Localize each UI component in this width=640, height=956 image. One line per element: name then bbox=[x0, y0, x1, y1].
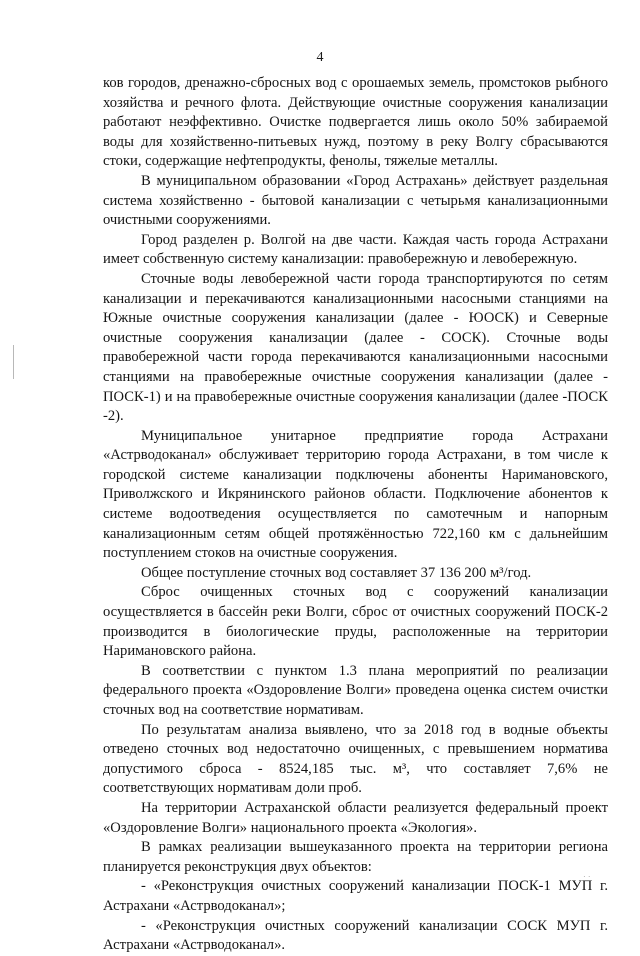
list-item-sosk: - «Реконструкция очистных сооружений канализации СОСК МУП г. Астрахани «Астрводоканал». bbox=[103, 917, 608, 954]
paragraph-left-bank-wastewater: Сточные воды левобережной части города транспортируются по сетям канализации и перекачиваются канализационными насосными станциями на Южные очистные сооружения канализации (далее - ЮОСК) и Северные очистные сооружения канализации (далее - СОСК). Сточные воды правобережной части города перекачиваются канализационными насосными станциями на правобережные очистные сооружения канализации (далее - ПОСК-1) и на правобережные очистные сооружения канализации (далее -ПОСК -2). bbox=[103, 270, 608, 425]
paragraph-sewage-intro: ков городов, дренажно-сбросных вод с орошаемых земель, промстоков рыбного хозяйства и речного флота. Действующие очистные сооружения канализации работают неэффективно. Очистке подвергается лишь около 50% забираемой воды для хозяйственно-питьевых нужд, поэтому в реку Волгу сбрасываются стоки, содержащие нефтепродукты, фенолы, тяжелые металлы. bbox=[103, 75, 608, 170]
paragraph-plan-assessment: В соответствии с пунктом 1.3 плана мероприятий по реализации федерального проекта «Оздоровление Волги» проведена оценка систем очистки сточных вод на соответствие нормативам. bbox=[103, 662, 608, 718]
document-body bbox=[103, 74, 608, 956]
paragraph-discharge: Сброс очищенных сточных вод с сооружений канализации осуществляется в бассейн реки Волги, сброс от очистных сооружений ПОСК-2 производится в биологические пруды, расположенные на территории Наримановского района. bbox=[103, 584, 608, 660]
paragraph-total-inflow: Общее поступление сточных вод составляет 37 136 200 м³/год. bbox=[141, 564, 532, 581]
paragraph-federal-project: На территории Астраханской области реализуется федеральный проект «Оздоровление Волги» национального проекта «Экология». bbox=[103, 799, 608, 836]
page-number: 4 bbox=[316, 50, 324, 65]
paragraph-reconstruction-plan: В рамках реализации вышеуказанного проекта на территории региона планируется реконструкция двух объектов: bbox=[103, 839, 608, 875]
scan-corner-mark: · · bbox=[583, 872, 591, 881]
paragraph-municipal-system: В муниципальном образовании «Город Астрахань» действует раздельная система хозяйственно - бытовой канализации с четырьмя канализационными очистными сооружениями. bbox=[103, 172, 608, 229]
paragraph-analysis-results: По результатам анализа выявлено, что за 2018 год в водные объекты отведено сточных вод недостаточно очищенных, с превышением норматива допустимого сброса - 8524,185 тыс. м³, что составляет 7,6% не соответствующих нормативам доли проб. bbox=[103, 721, 608, 797]
paragraph-city-divided: Город разделен р. Волгой на две части. Каждая часть города Астрахани имеет собственную систему канализации: правобережную и левобережную. bbox=[103, 231, 608, 268]
list-item-posk1: - «Реконструкция очистных сооружений канализации ПОСК-1 МУП г. Астрахани «Астрводоканал»; bbox=[103, 878, 608, 914]
scan-edge-mark bbox=[13, 345, 14, 379]
paragraph-astrvodokanal: Муниципальное унитарное предприятие города Астрахани «Астрводоканал» обслуживает территорию города Астрахани, в том числе к городской системе канализации подключены абоненты Наримановского, Приволжского и Икрянинского районов области. Подключение абонентов к системе водоотведения осуществляется по самотечным и напорным канализационным сетям общей протяжённостью 722,160 км с дальнейшим поступлением стоков на очистные сооружения. bbox=[103, 427, 608, 562]
